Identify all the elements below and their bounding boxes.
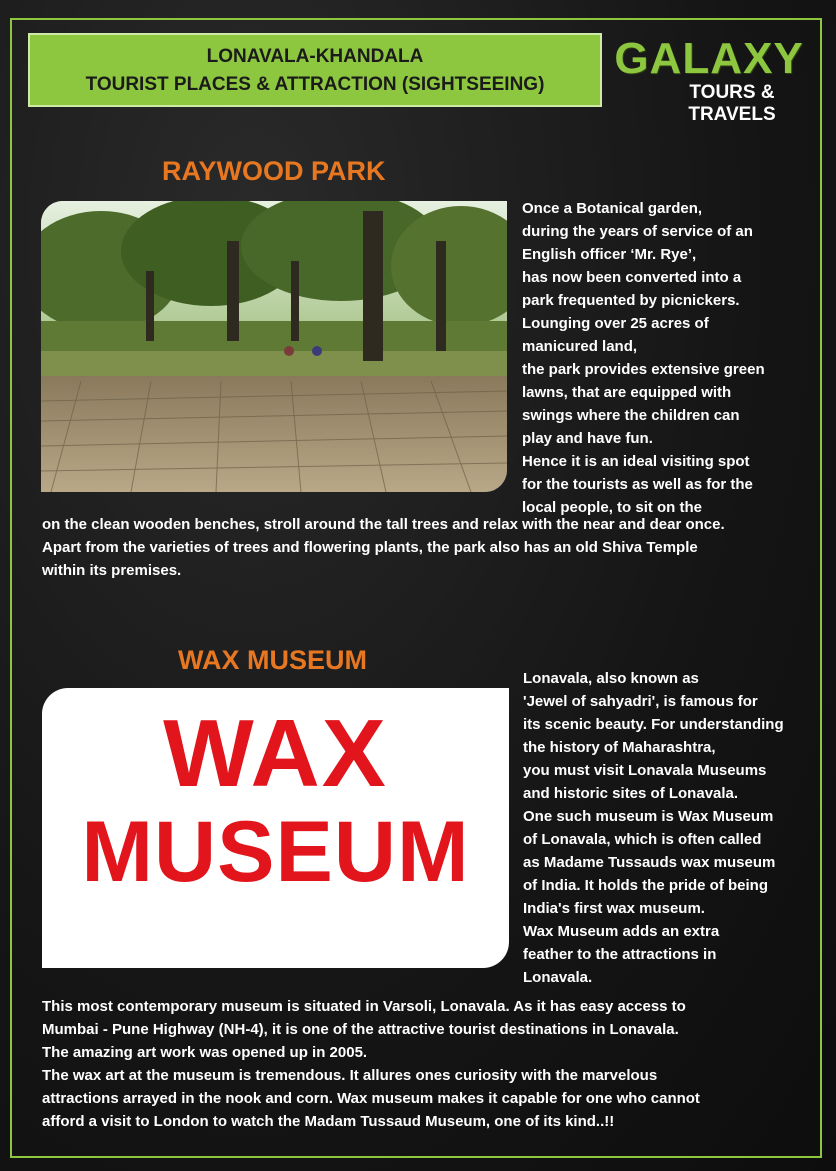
raywood-bottom-text (42, 513, 832, 582)
wax-side-text (523, 667, 833, 989)
text-line: as Madame Tussauds wax museum (523, 854, 776, 871)
title-line-1: LONAVALA-KHANDALA (206, 46, 424, 67)
raywood-park-heading: RAYWOOD PARK (162, 156, 386, 186)
wax-bottom-text (42, 995, 822, 1133)
text-line: feather to the attractions in (523, 946, 717, 963)
logo-brand: GALAXY (614, 34, 804, 83)
text-line: the park provides extensive green (522, 361, 765, 378)
text-line: of India. It holds the pride of being (523, 877, 768, 894)
text-line: swings where the children can (522, 407, 740, 424)
text-line: The wax art at the museum is tremendous. It allures ones curiosity with the marvelous (42, 1067, 658, 1084)
text-line: 'Jewel of sahyadri', is famous for (523, 693, 758, 710)
logo-line-1: TOURS & (689, 82, 775, 103)
text-line: lawns, that are equipped with (522, 384, 732, 401)
text-line: its scenic beauty. For understanding (523, 716, 784, 733)
text-line: One such museum is Wax Museum (523, 808, 774, 825)
text-line: The amazing art work was opened up in 2005. (42, 1044, 368, 1061)
text-line: of Lonavala, which is often called (523, 831, 762, 848)
wax-image-line-1: WAX (163, 700, 388, 807)
wax-museum-heading: WAX MUSEUM (178, 645, 367, 675)
title-line-2: TOURIST PLACES & ATTRACTION (SIGHTSEEING) (85, 74, 545, 95)
galaxy-logo (614, 36, 804, 128)
text-line: Once a Botanical garden, (522, 200, 703, 217)
text-line: manicured land, (522, 338, 638, 355)
text-line: has now been converted into a (522, 269, 742, 286)
text-line: the history of Maharashtra, (523, 739, 716, 756)
text-line: local people, to sit on the (522, 499, 703, 516)
text-line: Apart from the varieties of trees and flowering plants, the park also has an old Shiva Temple (42, 539, 698, 556)
wax-museum-image (42, 688, 509, 968)
text-line: Wax Museum adds an extra (523, 923, 720, 940)
text-line: Hence it is an ideal visiting spot (522, 453, 750, 470)
wax-image-line-2: MUSEUM (81, 804, 470, 900)
text-line: on the clean wooden benches, stroll around the tall trees and relax with the near and dear once. (42, 516, 725, 533)
text-line: attractions arrayed in the nook and corn. Wax museum makes it capable for one who cannot (42, 1090, 700, 1107)
text-line: park frequented by picnickers. (522, 292, 740, 309)
text-line: Mumbai - Pune Highway (NH-4), it is one of the attractive tourist destinations in Lonavala. (42, 1021, 679, 1038)
text-line: Lonavala, also known as (523, 670, 699, 687)
text-line: and historic sites of Lonavala. (523, 785, 739, 802)
text-line: India's first wax museum. (523, 900, 705, 917)
logo-line-2: TRAVELS (688, 104, 776, 125)
text-line: during the years of service of an (522, 223, 753, 240)
text-line: you must visit Lonavala Museums (523, 762, 767, 779)
raywood-park-photo (41, 201, 507, 492)
text-line: within its premises. (42, 562, 182, 579)
text-line: play and have fun. (522, 430, 653, 447)
park-photo-icon (41, 201, 507, 492)
text-line: for the tourists as well as for the (522, 476, 753, 493)
title-banner (28, 33, 602, 107)
raywood-side-text (522, 197, 822, 519)
text-line: English officer ‘Mr. Rye’, (522, 246, 697, 263)
text-line: This most contemporary museum is situated in Varsoli, Lonavala. As it has easy access to (42, 998, 686, 1015)
text-line: Lonavala. (523, 969, 593, 986)
text-line: afford a visit to London to watch the Madam Tussaud Museum, one of its kind..!! (42, 1113, 615, 1130)
text-line: Lounging over 25 acres of (522, 315, 709, 332)
